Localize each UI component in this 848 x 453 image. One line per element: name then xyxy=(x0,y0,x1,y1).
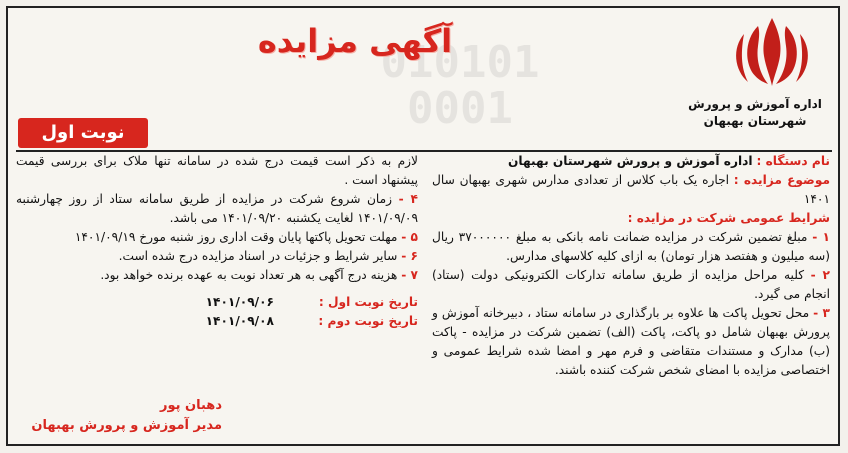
condition-text: سایر شرایط و جزئیات در اسناد مزایده درج شده است. xyxy=(118,249,398,263)
subject-value: اجاره یک باب کلاس از تعدادی مدارس شهری بهبهان سال ۱۴۰۱ xyxy=(432,173,830,206)
organization-name xyxy=(680,96,830,130)
agency-value: اداره آموزش و پرورش شهرستان بهبهان xyxy=(508,154,753,168)
condition-text: محل تحویل پاکت ها علاوه بر بارگذاری در سامانه ستاد ، دبیرخانه آموزش و پرورش بهبهان شامل دو پاکت، پاکت (الف) تضمین شرکت در مزایده - پاکت (ب) مدارک و مستندات متقاضی و فرم مهر و امضا شده شرایط عمومی و اختصاصی مزایده با امضای شخص شرکت کننده باشند. xyxy=(432,306,830,377)
condition-item xyxy=(432,228,830,266)
condition-number: ۷ - xyxy=(401,268,418,282)
condition-item xyxy=(16,247,418,266)
organization-line-2: شهرستان بهبهان xyxy=(703,114,807,128)
iran-emblem-icon xyxy=(722,12,822,92)
condition-number: ۱ - xyxy=(812,230,830,244)
agency-label: نام دستگاه : xyxy=(756,154,830,168)
second-turn-label: تاریخ نوبت دوم : xyxy=(318,314,418,328)
condition-number: ۳ - xyxy=(813,306,830,320)
subject-label: موضوع مزایده : xyxy=(733,173,831,187)
condition-text: مبلغ تضمین شرکت در مزایده ضمانت نامه بانکی به مبلغ ۳۷۰۰۰۰۰۰ ریال (سه میلیون و هفتصد هزار تومان) به ازای کلیه کلاسهای مدارس. xyxy=(432,230,830,263)
conditions-title: شرایط عمومی شرکت در مزایده : xyxy=(627,211,830,225)
first-turn-label: تاریخ نوبت اول : xyxy=(318,295,418,309)
condition-text: مهلت تحویل پاکتها پایان وقت اداری روز شنبه مورخ ۱۴۰۱/۰۹/۱۹ xyxy=(74,230,398,244)
signatory-position: مدیر آموزش و پرورش بهبهان xyxy=(31,418,222,433)
signature-block xyxy=(22,396,222,436)
ad-title: آگهی مزایده xyxy=(257,22,453,60)
first-turn-row xyxy=(16,293,418,312)
condition-text: هزینه درج آگهی به هر تعداد نوبت به عهده برنده خواهد بود. xyxy=(100,268,398,282)
condition-number: ۲ - xyxy=(810,268,830,282)
condition-item xyxy=(432,266,830,304)
condition-text: کلیه مراحل مزایده از طریق سامانه تدارکات الکترونیکی دولت (ستاد) انجام می گیرد. xyxy=(432,268,830,301)
right-column xyxy=(432,152,830,380)
condition-item xyxy=(16,190,418,228)
condition-number: ۵ - xyxy=(401,230,418,244)
organization-line-1: اداره آموزش و پرورش xyxy=(688,97,822,111)
intro-text: لازم به ذکر است قیمت درج شده در سامانه تنها ملاک برای بررسی قیمت پیشنهاد است . xyxy=(16,154,418,187)
condition-item xyxy=(432,304,830,380)
condition-text: زمان شروع شرکت در مزایده از طریق سامانه ستاد از روز چهارشنبه ۱۴۰۱/۰۹/۰۹ لغایت یکشنبه ۱۴۰۱/۰۹/۲۰ می باشد. xyxy=(16,192,418,225)
condition-number: ۴ - xyxy=(398,192,418,206)
turn-badge: نوبت اول xyxy=(18,118,148,148)
publication-dates xyxy=(16,293,418,331)
condition-number: ۶ - xyxy=(401,249,418,263)
agency-line xyxy=(432,152,830,171)
condition-item xyxy=(16,266,418,285)
condition-item xyxy=(16,228,418,247)
second-turn-row xyxy=(16,312,418,331)
subject-line xyxy=(432,171,830,209)
first-turn-date: ۱۴۰۱/۰۹/۰۶ xyxy=(205,295,274,309)
left-column xyxy=(16,152,418,331)
second-turn-date: ۱۴۰۱/۰۹/۰۸ xyxy=(205,314,274,328)
signatory-name: دهبان پور xyxy=(159,398,222,413)
